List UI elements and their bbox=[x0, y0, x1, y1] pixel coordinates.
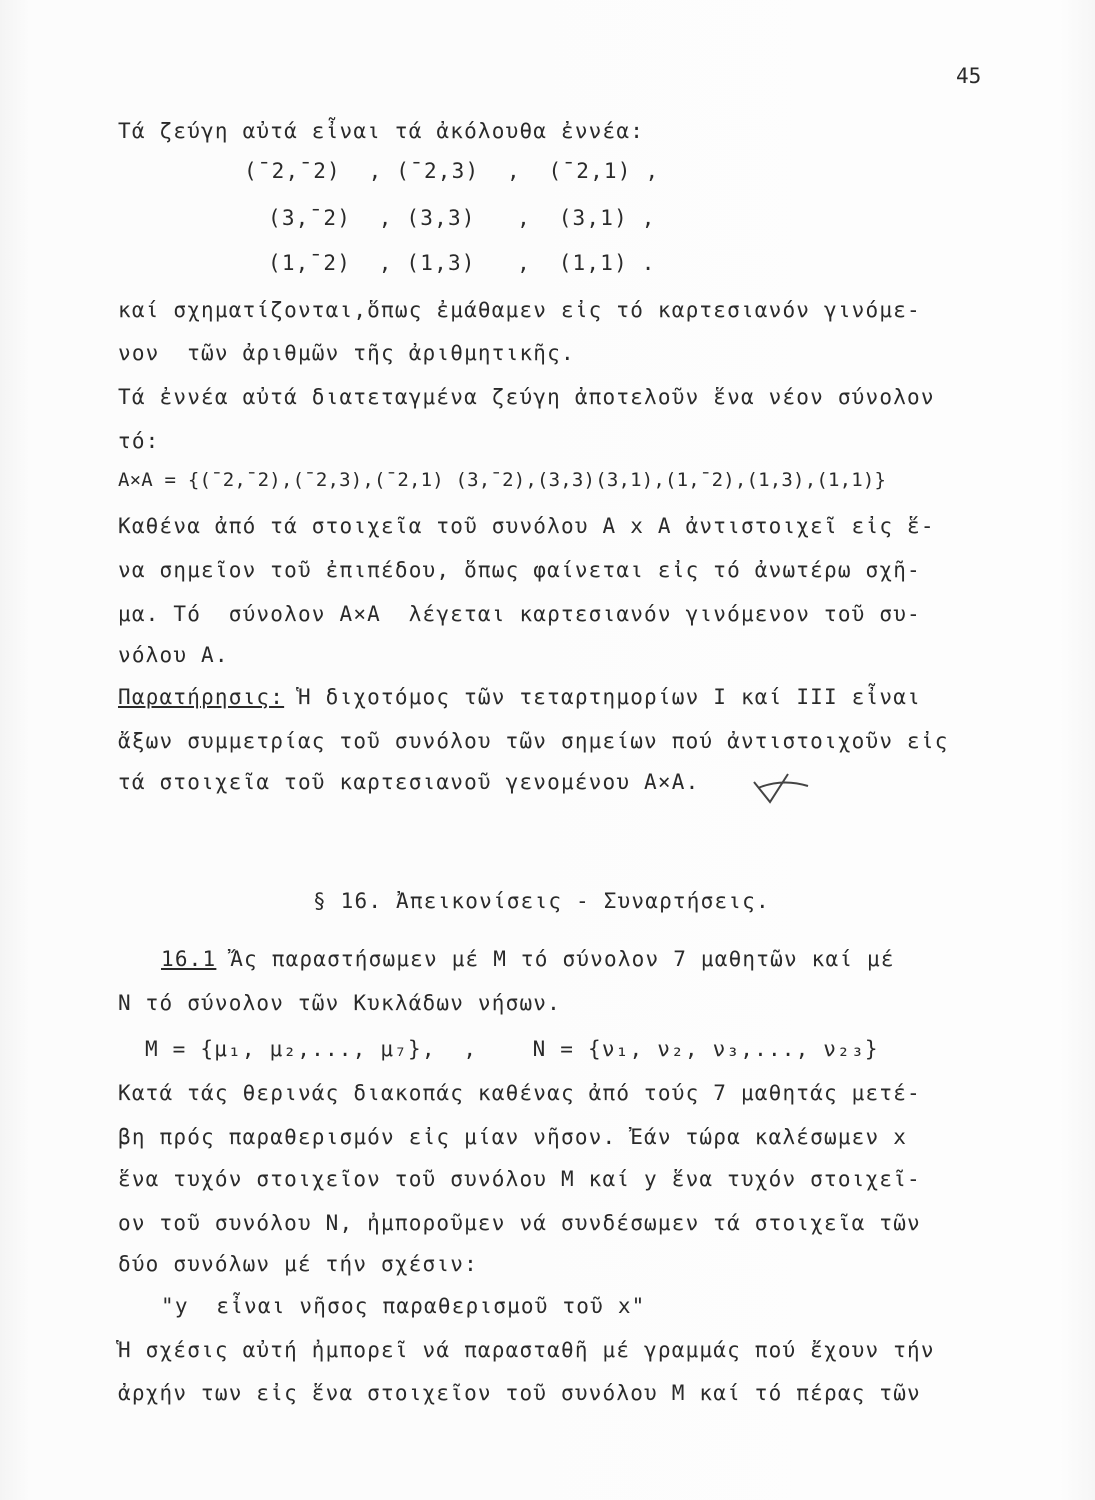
page-number: 45 bbox=[956, 64, 982, 88]
text-line: N τό σύνολον τῶν Κυκλάδων νήσων. bbox=[118, 991, 561, 1015]
text-line: Τά ἐννέα αὐτά διατεταγμένα ζεύγη ἀποτελοῦν ἕνα νέον σύνολον bbox=[118, 385, 935, 409]
section-heading: § 16. Ἀπεικονίσεις - Συναρτήσεις. bbox=[313, 889, 770, 913]
pair-row: (1,¯2) , (1,3) , (1,1) . bbox=[268, 251, 656, 275]
paragraph-line bbox=[161, 946, 895, 972]
text-line: τά στοιχεῖα τοῦ καρτεσιανοῦ γενομένου A×A. bbox=[118, 770, 700, 794]
remark-label: Παρατήρησις: bbox=[118, 685, 285, 709]
pair-row: (¯2,¯2) , (¯2,3) , (¯2,1) , bbox=[244, 159, 660, 183]
text-line: Ἡ σχέσις αὐτή ἠμπορεῖ νά παρασταθῆ μέ γραμμάς πού ἔχουν τήν bbox=[118, 1338, 935, 1362]
text-line: Καθένα ἀπό τά στοιχεῖα τοῦ συνόλου A x A ἀντιστοιχεῖ εἰς ἕ- bbox=[118, 514, 935, 538]
text-line: μα. Τό σύνολον A×A λέγεται καρτεσιανόν γινόμενον τοῦ συ- bbox=[118, 602, 921, 626]
text-line: ἕνα τυχόν στοιχεῖον τοῦ συνόλου M καί y ἕνα τυχόν στοιχεῖ- bbox=[118, 1167, 921, 1191]
text-line: δύο συνόλων μέ τήν σχέσιν: bbox=[118, 1252, 478, 1276]
text-line: βη πρός παραθερισμόν εἰς μίαν νῆσον. Ἐάν τώρα καλέσωμεν x bbox=[118, 1125, 908, 1149]
remark-line bbox=[118, 684, 921, 710]
set-definition: M = {μ₁, μ₂,..., μ₇}, , N = {ν₁, ν₂, ν₃,..., ν₂₃} bbox=[145, 1037, 879, 1061]
set-definition: A×A = {(¯2,¯2),(¯2,3),(¯2,1) (3,¯2),(3,3)(3,1),(1,¯2),(1,3),(1,1)} bbox=[118, 469, 887, 491]
text-line: νον τῶν ἀριθμῶν τῆς ἀριθμητικῆς. bbox=[118, 341, 575, 365]
text-line: νόλου A. bbox=[118, 643, 229, 667]
paragraph-number: 16.1 bbox=[161, 947, 217, 971]
checkmark-icon bbox=[752, 770, 812, 804]
text-line: ἀρχήν των εἰς ἕνα στοιχεῖον τοῦ συνόλου M καί τό πέρας τῶν bbox=[118, 1381, 921, 1405]
text-line: ἄξων συμμετρίας τοῦ συνόλου τῶν σημείων πού ἀντιστοιχοῦν εἰς bbox=[118, 729, 949, 753]
quoted-relation: "y εἶναι νῆσος παραθερισμοῦ τοῦ x" bbox=[161, 1294, 646, 1318]
text-line: Κατά τάς θερινάς διακοπάς καθένας ἀπό τούς 7 μαθητάς μετέ- bbox=[118, 1081, 921, 1105]
text-line: τό: bbox=[118, 429, 160, 453]
text-line: καί σχηματίζονται,ὅπως ἐμάθαμεν εἰς τό καρτεσιανόν γινόμε- bbox=[118, 298, 921, 322]
remark-text: Ἡ διχοτόμος τῶν τεταρτημορίων I καί III εἶναι bbox=[284, 685, 921, 709]
text-line: Τά ζεύγη αὐτά εἶναι τά ἀκόλουθα ἐννέα: bbox=[118, 119, 645, 143]
pair-row: (3,¯2) , (3,3) , (3,1) , bbox=[268, 206, 656, 230]
text-line: να σημεῖον τοῦ ἐπιπέδου, ὅπως φαίνεται εἰς τό ἀνωτέρω σχῆ- bbox=[118, 558, 921, 582]
paragraph-text: Ἄς παραστήσωμεν μέ M τό σύνολον 7 μαθητῶν καί μέ bbox=[216, 947, 895, 971]
text-line: ον τοῦ συνόλου N, ἠμποροῦμεν νά συνδέσωμεν τά στοιχεῖα τῶν bbox=[118, 1211, 921, 1235]
